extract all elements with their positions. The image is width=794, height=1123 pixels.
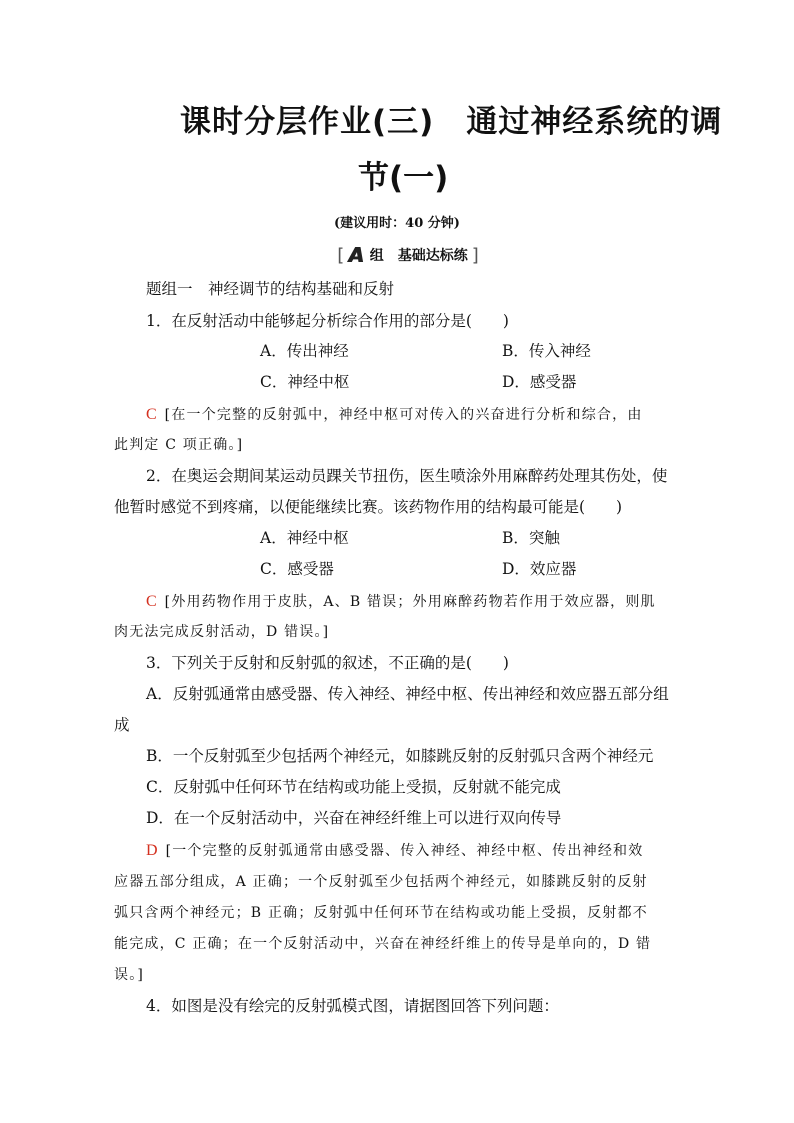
q2-explanation-line-2: 肉无法完成反射活动，D 错误。] xyxy=(114,624,330,640)
q2-stem-line-2: 他暂时感觉不到疼痛，以便能继续比赛。该药物作用的结构最可能是( ) xyxy=(114,498,623,516)
q1-option-c: C．神经中枢 xyxy=(260,373,350,391)
page-title: 课时分层作业(三) 通过神经系统的调 xyxy=(180,104,723,140)
q3-explanation-line-5: 误。] xyxy=(114,967,145,983)
suggested-time: (建议用时：40 分钟) xyxy=(334,216,460,231)
q3-explanation-line-1: D [一个完整的反射弧通常由感受器、传入神经、神经中枢、传出神经和效 xyxy=(146,842,644,859)
q3-option-b: B．一个反射弧至少包括两个神经元，如膝跳反射的反射弧只含两个神经元 xyxy=(146,747,654,765)
q2-explanation-line-1: C [外用药物作用于皮肤，A、B 错误；外用麻醉药物若作用于效应器，则肌 xyxy=(146,593,656,610)
q1-option-a: A．传出神经 xyxy=(260,342,349,360)
q2-option-b: B．突触 xyxy=(502,529,560,547)
section-heading: 题组一 神经调节的结构基础和反射 xyxy=(146,280,395,298)
q1-stem: 1．在反射活动中能够起分析综合作用的部分是( ) xyxy=(146,312,509,330)
q2-option-d: D．效应器 xyxy=(502,560,577,578)
group-label: 组 基础达标练 xyxy=(369,248,468,264)
bracket-right: ] xyxy=(471,244,479,266)
page-title-continuation: 节(一) xyxy=(358,160,449,196)
group-banner xyxy=(323,242,493,268)
q3-option-c: C．反射弧中任何环节在结构或功能上受损，反射就不能完成 xyxy=(146,778,561,796)
q3-explanation-line-3: 弧只含两个神经元；B 正确；反射弧中任何环节在结构或功能上受损，反射都不 xyxy=(114,905,648,921)
q1-option-d: D．感受器 xyxy=(502,373,577,391)
q3-option-a-line-1: A．反射弧通常由感受器、传入神经、神经中枢、传出神经和效应器五部分组 xyxy=(146,685,669,703)
q3-explanation-line-4: 能完成，C 正确；在一个反射活动中，兴奋在神经纤维上的传导是单向的，D 错 xyxy=(114,936,652,952)
q3-stem: 3．下列关于反射和反射弧的叙述，不正确的是( ) xyxy=(146,654,509,672)
q3-option-d: D．在一个反射活动中，兴奋在神经纤维上可以进行双向传导 xyxy=(146,809,562,827)
q1-option-b: B．传入神经 xyxy=(502,342,591,360)
q1-explanation-line-1: C [在一个完整的反射弧中，神经中枢可对传入的兴奋进行分析和综合，由 xyxy=(146,406,643,423)
q4-stem: 4．如图是没有绘完的反射弧模式图，请据图回答下列问题： xyxy=(146,997,559,1015)
q2-option-a: A．神经中枢 xyxy=(260,529,349,547)
q2-option-c: C．感受器 xyxy=(260,560,334,578)
q2-stem-line-1: 2．在奥运会期间某运动员踝关节扭伤，医生喷涂外用麻醉药处理其伤处，使 xyxy=(146,467,668,485)
group-letter: A xyxy=(348,243,364,267)
q1-explanation-line-2: 此判定 C 项正确。] xyxy=(114,437,244,453)
q3-explanation-line-2: 应器五部分组成，A 正确；一个反射弧至少包括两个神经元，如膝跳反射的反射 xyxy=(114,874,648,890)
q1-answer: C xyxy=(146,406,157,423)
q3-answer: D xyxy=(146,842,158,859)
q3-option-a-line-2: 成 xyxy=(114,716,130,734)
bracket-left: [ xyxy=(337,244,345,266)
q2-answer: C xyxy=(146,593,157,610)
